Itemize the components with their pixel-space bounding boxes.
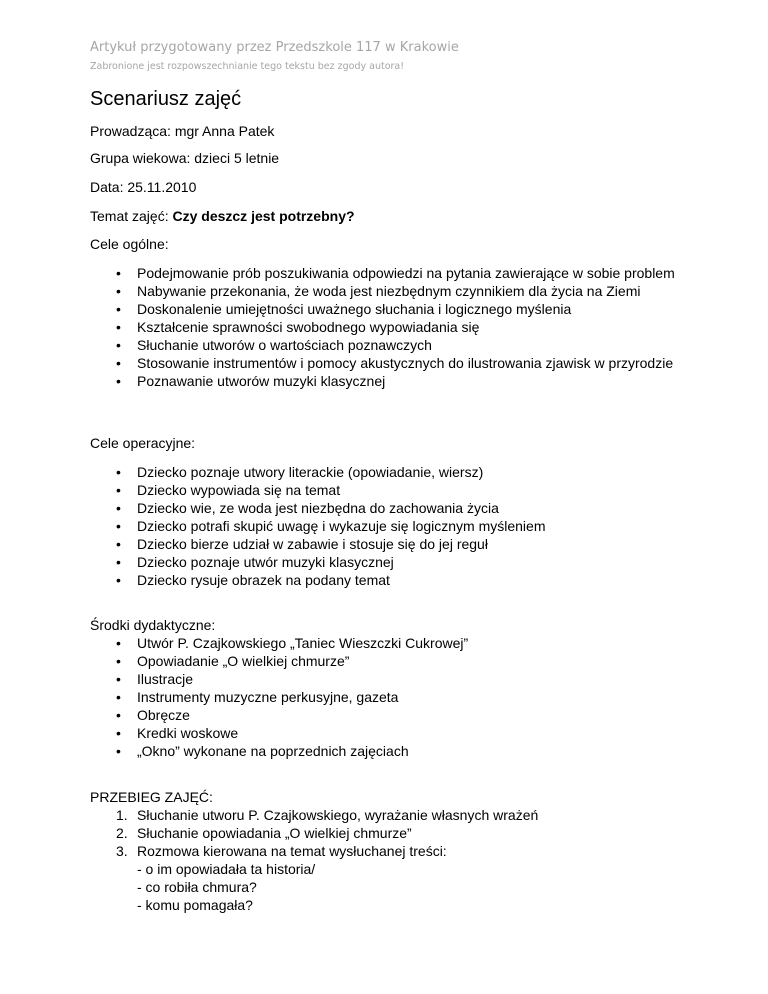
header-line-1: Artykuł przygotowany przez Przedszkole 117 w Krakowie: [90, 40, 459, 55]
list-item: [0, 318, 697, 336]
list-item: [0, 354, 697, 372]
bullet-icon: •: [116, 500, 121, 516]
materials-list: [0, 634, 697, 760]
materials-heading: Środki dydaktyczne:: [90, 617, 216, 633]
list-item-text: „Okno” wykonane na poprzednich zajęciach: [137, 743, 409, 759]
goals-general-heading: Cele ogólne:: [90, 236, 169, 252]
list-item: [0, 282, 697, 300]
list-item-text: Dziecko wie, ze woda jest niezbędna do zachowania życia: [137, 500, 499, 516]
list-item: [0, 300, 697, 318]
topic-line: [90, 207, 355, 225]
bullet-icon: •: [116, 319, 121, 335]
list-item: [0, 553, 697, 571]
list-item: [0, 571, 697, 589]
course-heading: PRZEBIEG ZAJĘĆ:: [90, 789, 213, 805]
list-item-text: Dziecko potrafi skupić uwagę i wykazuje się logicznym myśleniem: [137, 518, 546, 534]
list-item: [0, 264, 697, 282]
bullet-icon: •: [116, 536, 121, 552]
list-item: [0, 670, 697, 688]
topic-value: Czy deszcz jest potrzebny?: [172, 208, 355, 224]
list-item-text: Kształcenie sprawności swobodnego wypowiadania się: [137, 319, 480, 335]
bullet-icon: •: [116, 725, 121, 741]
list-item: [0, 652, 697, 670]
bullet-icon: •: [116, 337, 121, 353]
bullet-icon: •: [116, 265, 121, 281]
bullet-icon: •: [116, 518, 121, 534]
question-line: - komu pomagała?: [137, 897, 253, 913]
bullet-icon: •: [116, 554, 121, 570]
list-item-text: Dziecko bierze udział w zabawie i stosuje się do jej reguł: [137, 536, 488, 552]
goals-general-list: [0, 264, 697, 390]
list-item: [0, 688, 697, 706]
step-text: Słuchanie utworu P. Czajkowskiego, wyrażanie własnych wrażeń: [137, 807, 539, 823]
step-text: Słuchanie opowiadania „O wielkiej chmurze”: [137, 825, 412, 841]
list-item: [0, 806, 538, 824]
list-item: [0, 742, 697, 760]
teacher-line: Prowadząca: mgr Anna Patek: [90, 123, 275, 139]
list-item-text: Dziecko poznaje utwór muzyki klasycznej: [137, 554, 394, 570]
step-number: 3.: [116, 843, 128, 859]
list-item-text: Nabywanie przekonania, że woda jest niezbędnym czynnikiem dla życia na Ziemi: [137, 283, 641, 299]
list-item: [0, 706, 697, 724]
list-item-text: Dziecko poznaje utwory literackie (opowiadanie, wiersz): [137, 464, 484, 480]
bullet-icon: •: [116, 653, 121, 669]
bullet-icon: •: [116, 689, 121, 705]
goals-operational-list: [0, 463, 697, 589]
list-item: [0, 499, 697, 517]
list-item: [0, 372, 697, 390]
list-item-text: Instrumenty muzyczne perkusyjne, gazeta: [137, 689, 399, 705]
question-line: - co robiła chmura?: [137, 879, 257, 895]
date-line: Data: 25.11.2010: [90, 179, 197, 195]
list-item-text: Doskonalenie umiejętności uważnego słuchania i logicznego myślenia: [137, 301, 572, 317]
list-item-text: Poznawanie utworów muzyki klasycznej: [137, 373, 386, 389]
list-item-text: Podejmowanie prób poszukiwania odpowiedzi na pytania zawierające w sobie problem: [137, 265, 675, 281]
bullet-icon: •: [116, 572, 121, 588]
list-item: [0, 824, 538, 842]
list-item-text: Ilustracje: [137, 671, 194, 687]
list-item: [0, 481, 697, 499]
question-line: - o im opowiadała ta historia/: [137, 861, 316, 877]
bullet-icon: •: [116, 482, 121, 498]
bullet-icon: •: [116, 373, 121, 389]
step-number: 1.: [116, 807, 128, 823]
list-item-text: Utwór P. Czajkowskiego „Taniec Wieszczki Cukrowej”: [137, 635, 469, 651]
list-item-text: Opowiadanie „O wielkiej chmurze”: [137, 653, 350, 669]
list-item: [0, 517, 697, 535]
bullet-icon: •: [116, 671, 121, 687]
bullet-icon: •: [116, 635, 121, 651]
topic-label: Temat zajęć:: [90, 208, 173, 224]
bullet-icon: •: [116, 283, 121, 299]
list-item-text: Dziecko rysuje obrazek na podany temat: [137, 572, 390, 588]
goals-operational-heading: Cele operacyjne:: [90, 435, 196, 451]
age-group-line: Grupa wiekowa: dzieci 5 letnie: [90, 150, 280, 166]
bullet-icon: •: [116, 355, 121, 371]
bullet-icon: •: [116, 464, 121, 480]
step-text: Rozmowa kierowana na temat wysłuchanej treści:: [137, 843, 447, 859]
list-item-text: Słuchanie utworów o wartościach poznawczych: [137, 337, 432, 353]
bullet-icon: •: [116, 707, 121, 723]
step-number: 2.: [116, 825, 128, 841]
list-item-text: Kredki woskowe: [137, 725, 239, 741]
list-item: [0, 463, 697, 481]
header-line-2: Zabronione jest rozpowszechnianie tego tekstu bez zgody autora!: [90, 61, 405, 72]
list-item: [0, 842, 538, 860]
course-steps-list: [0, 806, 538, 860]
list-item: [0, 336, 697, 354]
list-item: [0, 724, 697, 742]
bullet-icon: •: [116, 743, 121, 759]
list-item: [0, 634, 697, 652]
bullet-icon: •: [116, 301, 121, 317]
list-item-text: Dziecko wypowiada się na temat: [137, 482, 341, 498]
list-item-text: Stosowanie instrumentów i pomocy akustycznych do ilustrowania zjawisk w przyrodzie: [137, 355, 674, 371]
list-item: [0, 535, 697, 553]
list-item-text: Obręcze: [137, 707, 190, 723]
document-title: Scenariusz zajęć: [90, 88, 242, 110]
